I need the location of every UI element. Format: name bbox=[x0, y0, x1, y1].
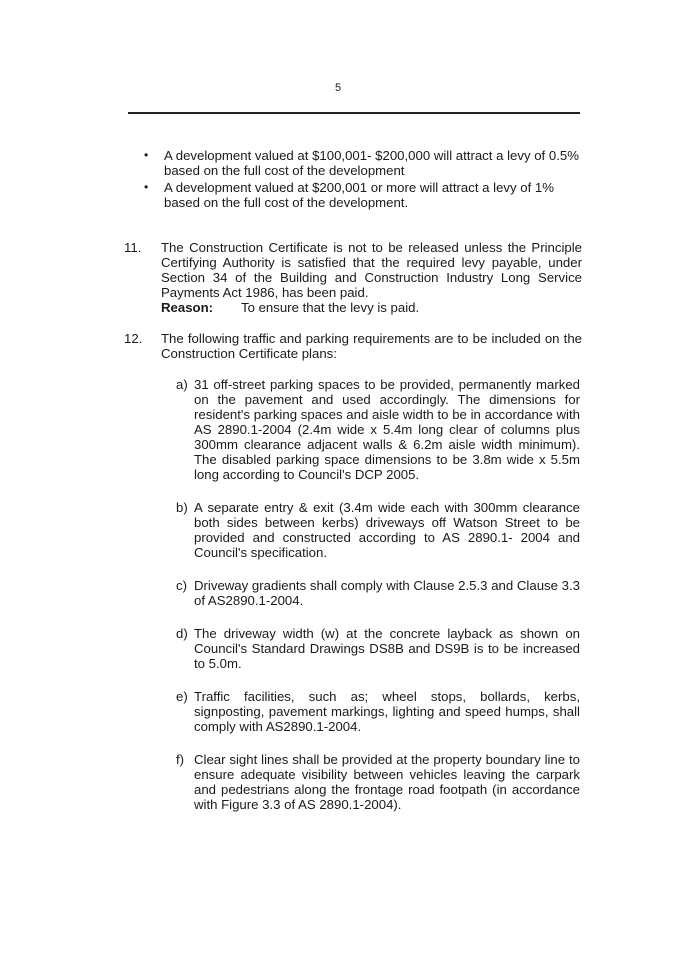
list-item bbox=[176, 689, 580, 734]
condition-text: The Construction Certificate is not to be released unless the Principle Certifying Authority is satisfied that the required levy payable, under Section 34 of the Building and Construction Industry Long Service Payments Act 1986, has been paid. bbox=[161, 240, 582, 300]
condition-12 bbox=[124, 331, 582, 361]
sub-letter: f) bbox=[176, 752, 185, 767]
levy-bullet-list bbox=[140, 148, 580, 212]
reason-label: Reason: bbox=[161, 300, 214, 315]
sub-letter: e) bbox=[176, 689, 188, 704]
list-item bbox=[176, 578, 580, 608]
header-rule bbox=[128, 112, 580, 114]
list-item bbox=[176, 377, 580, 482]
sub-letter: a) bbox=[176, 377, 188, 392]
sub-letter: b) bbox=[176, 500, 188, 515]
list-item bbox=[140, 148, 580, 178]
condition-11 bbox=[124, 240, 582, 315]
sub-text: Clear sight lines shall be provided at the property boundary line to ensure adequate visibility between vehicles leaving the carpark and pedestrians along the frontage road footpath (in accordance with Figure 3.3 of AS 2890.1-2004). bbox=[194, 752, 580, 812]
sub-letter: d) bbox=[176, 626, 188, 641]
page-number: 5 bbox=[334, 82, 342, 94]
condition-number: 11. bbox=[124, 240, 142, 255]
list-item bbox=[176, 500, 580, 560]
sub-text: Traffic facilities, such as; wheel stops, bollards, kerbs, signposting, pavement markings, lighting and speed humps, shall comply with AS2890.1-2004. bbox=[194, 689, 580, 734]
sub-text: The driveway width (w) at the concrete layback as shown on Council's Standard Drawings DS8B and DS9B is to be increased to 5.0m. bbox=[194, 626, 580, 671]
reason-text: To ensure that the levy is paid. bbox=[241, 300, 420, 315]
bullet-text: A development valued at $200,001 or more will attract a levy of 1% based on the full cost of the development. bbox=[164, 180, 554, 210]
bullet-icon: • bbox=[144, 148, 149, 162]
traffic-requirements-list bbox=[176, 377, 580, 830]
bullet-icon: • bbox=[144, 180, 149, 194]
sub-text: 31 off-street parking spaces to be provided, permanently marked on the pavement and used accordingly. The dimensions for resident's parking spaces and aisle width to be in accordance with AS 2890.1-2004 (2.4m wide x 5.4m long clear of columns plus 300mm clearance adjacent walls & 6.2m aisle width minimum). The disabled parking space dimensions to be 3.8m wide x 5.5m long according to Council's DCP 2005. bbox=[194, 377, 580, 482]
reason-line bbox=[161, 300, 582, 315]
list-item bbox=[176, 626, 580, 671]
sub-text: Driveway gradients shall comply with Clause 2.5.3 and Clause 3.3 of AS2890.1-2004. bbox=[194, 578, 580, 608]
list-item bbox=[176, 752, 580, 812]
condition-text: The following traffic and parking requirements are to be included on the Construction Certificate plans: bbox=[161, 331, 582, 361]
sub-text: A separate entry & exit (3.4m wide each with 300mm clearance both sides between kerbs) driveways off Watson Street to be provided and constructed according to AS 2890.1- 2004 and Council's specification. bbox=[194, 500, 580, 560]
sub-letter: c) bbox=[176, 578, 187, 593]
bullet-text: A development valued at $100,001- $200,000 will attract a levy of 0.5% based on the full cost of the development bbox=[164, 148, 579, 178]
condition-number: 12. bbox=[124, 331, 143, 346]
list-item bbox=[140, 180, 580, 210]
